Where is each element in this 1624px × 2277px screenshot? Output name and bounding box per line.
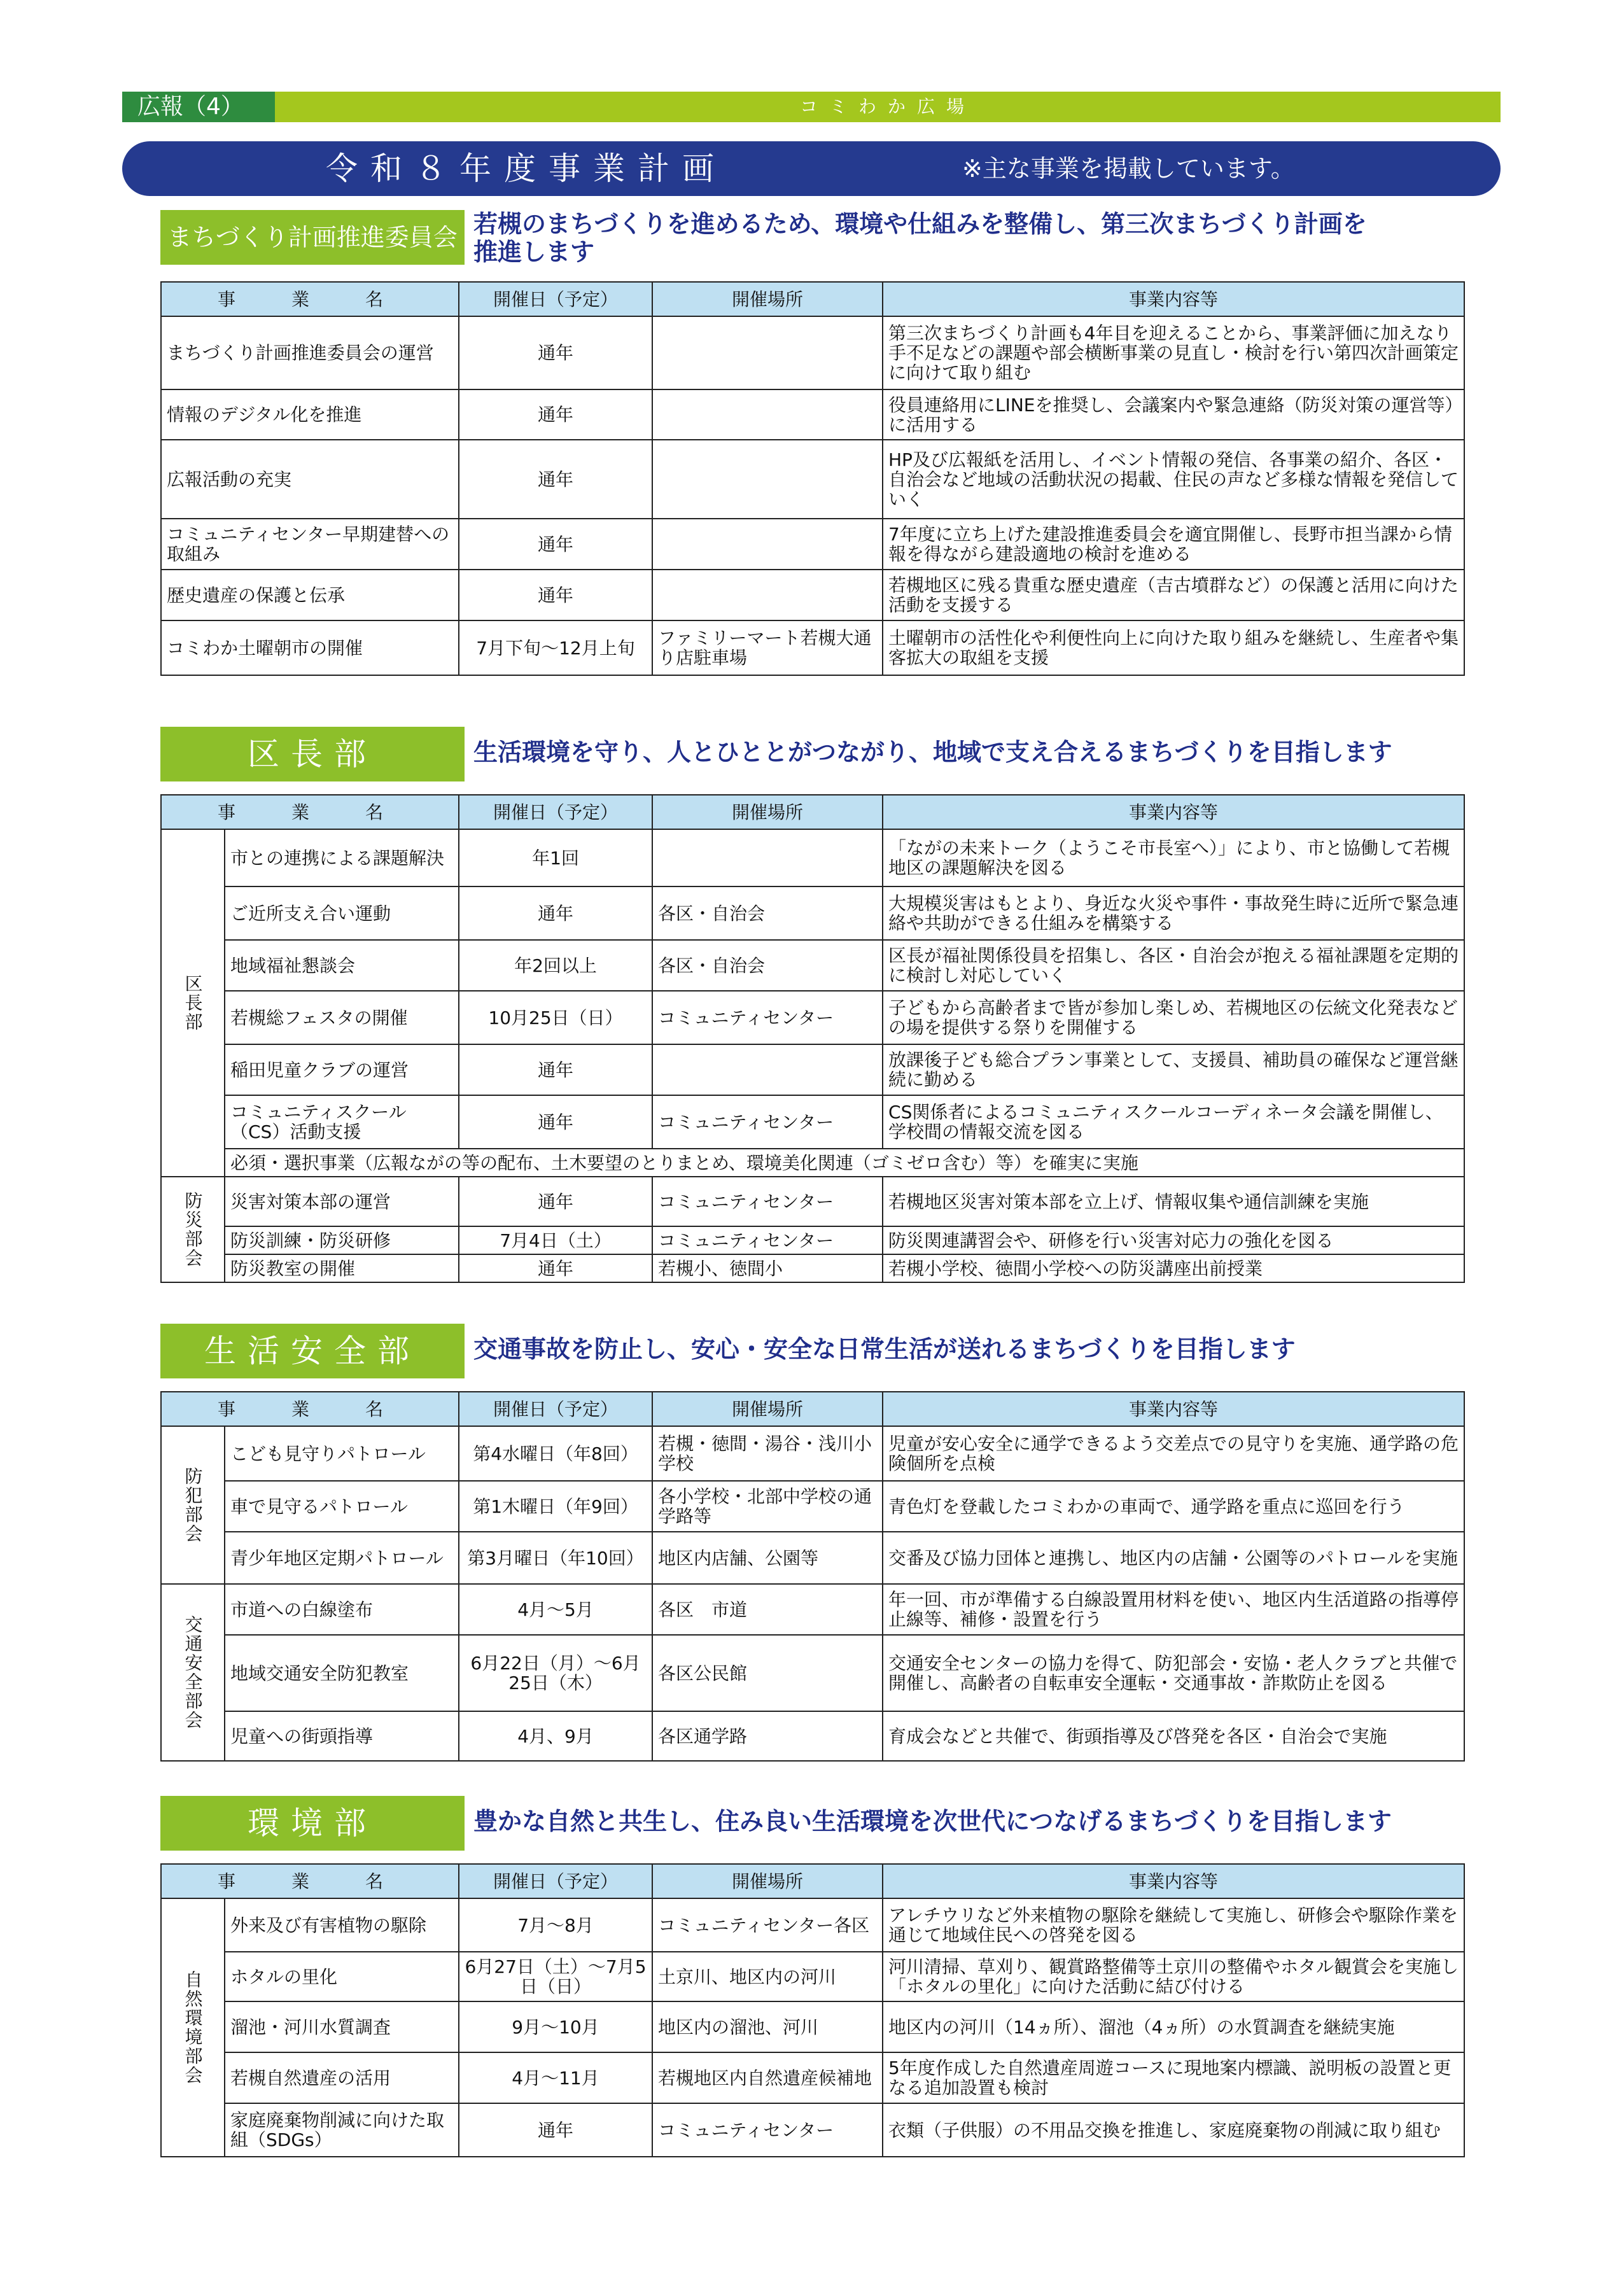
cell-date: 通年	[459, 886, 652, 940]
cell-place: ファミリーマート若槻大通り店駐車場	[652, 620, 883, 675]
section-label-kuchobu: 区長部	[160, 727, 465, 781]
cell-place: 地区内の溜池、河川	[652, 2001, 883, 2052]
cell-place: 土京川、地区内の河川	[652, 1952, 883, 2001]
table-row	[161, 570, 1464, 620]
cell-name: 防災教室の開催	[225, 1254, 459, 1282]
cell-place: 若槻地区内自然遺産候補地	[652, 2052, 883, 2103]
cell-date: 第1木曜日（年9回）	[459, 1481, 652, 1532]
cell-place	[652, 316, 883, 389]
table-row	[161, 316, 1464, 389]
cell-content: 河川清掃、草刈り、観賞路整備等土京川の整備やホタル観賞会を実施し「ホタルの里化」に向けた活動に結び付ける	[883, 1952, 1464, 2001]
header-section-title: コミわか広場	[799, 96, 976, 117]
cell-date: 通年	[459, 316, 652, 389]
cell-content: 役員連絡用にLINEを推奨し、会議案内や緊急連絡（防災対策の運営等）に活用する	[883, 389, 1464, 440]
cell-content: 第三次まちづくり計画も4年目を迎えることから、事業評価に加えなり手不足などの課題や部会横断事業の見直し・検討を行い第四次計画策定に向けて取り組む	[883, 316, 1464, 389]
column-header-date: 開催日（予定）	[459, 282, 652, 316]
cell-date: 通年	[459, 1044, 652, 1095]
cell-date: 通年	[459, 440, 652, 519]
cell-content: 「ながの未来トーク（ようこそ市長室へ）」により、市と協働して若槻地区の課題解決を図る	[883, 829, 1464, 886]
cell-content: 若槻地区に残る貴重な歴史遺産（吉古墳群など）の保護と活用に向けた活動を支援する	[883, 570, 1464, 620]
cell-name: コミわか土曜朝市の開催	[161, 620, 459, 675]
cell-place	[652, 570, 883, 620]
title-banner	[122, 141, 1501, 196]
group-label: 防犯部会	[161, 1426, 225, 1584]
table-row	[161, 1711, 1464, 1761]
cell-name: 若槻自然遺産の活用	[225, 2052, 459, 2103]
table-row	[161, 940, 1464, 991]
column-header-content: 事業内容等	[883, 1392, 1464, 1426]
table-row	[161, 519, 1464, 570]
group-label: 自然環境部会	[161, 1898, 225, 2157]
cell-name: コミュニティセンター早期建替への取組み	[161, 519, 459, 570]
table-row	[161, 1532, 1464, 1584]
cell-date: 4月、9月	[459, 1711, 652, 1761]
cell-date: 7月～8月	[459, 1898, 652, 1952]
banner-note: ※主な事業を掲載しています。	[962, 155, 1295, 183]
cell-content: 育成会などと共催で、街頭指導及び啓発を各区・自治会で実施	[883, 1711, 1464, 1761]
cell-content: 若槻小学校、徳間小学校への防災講座出前授業	[883, 1254, 1464, 1282]
cell-place	[652, 1044, 883, 1095]
cell-date: 第3月曜日（年10回）	[459, 1532, 652, 1584]
cell-content: 若槻地区災害対策本部を立上げ、情報収集や通信訓練を実施	[883, 1177, 1464, 1226]
cell-place: コミュニティセンター各区	[652, 1898, 883, 1952]
table-row	[161, 2052, 1464, 2103]
cell-content: アレチウリなど外来植物の駆除を継続して実施し、研修会や駆除作業を通じて地域住民への啓発を図る	[883, 1898, 1464, 1952]
table-machizukuri	[160, 281, 1465, 676]
table-row	[161, 389, 1464, 440]
cell-date: 通年	[459, 389, 652, 440]
cell-date: 10月25日（日）	[459, 991, 652, 1044]
table-row	[161, 1254, 1464, 1282]
cell-name: 児童への街頭指導	[225, 1711, 459, 1761]
cell-name: 車で見守るパトロール	[225, 1481, 459, 1532]
cell-name: 地域交通安全防犯教室	[225, 1635, 459, 1711]
cell-name: 地域福祉懇談会	[225, 940, 459, 991]
cell-name: 稲田児童クラブの運営	[225, 1044, 459, 1095]
cell-date: 4月～11月	[459, 2052, 652, 2103]
cell-name: 市との連携による課題解決	[225, 829, 459, 886]
cell-place	[652, 829, 883, 886]
cell-content: 年一回、市が準備する白線設置用材料を使い、地区内生活道路の指導停止線等、補修・設置を行う	[883, 1584, 1464, 1635]
cell-name: コミュニティスクール（CS）活動支援	[225, 1095, 459, 1149]
cell-name: 広報活動の充実	[161, 440, 459, 519]
table-row	[161, 1226, 1464, 1254]
table-row	[161, 1095, 1464, 1149]
cell-place	[652, 519, 883, 570]
column-header-date: 開催日（予定）	[459, 1864, 652, 1898]
cell-date: 年2回以上	[459, 940, 652, 991]
cell-name: 溜池・河川水質調査	[225, 2001, 459, 2052]
cell-date: 7月下旬～12月上旬	[459, 620, 652, 675]
cell-content: 放課後子ども総合プラン事業として、支援員、補助員の確保など運営継続に勤める	[883, 1044, 1464, 1095]
cell-name: こども見守りパトロール	[225, 1426, 459, 1481]
cell-name: ホタルの里化	[225, 1952, 459, 2001]
cell-date: 通年	[459, 2103, 652, 2157]
column-header-name: 事 業 名	[161, 1864, 459, 1898]
cell-date: 9月～10月	[459, 2001, 652, 2052]
table-row	[161, 829, 1464, 886]
column-header-place: 開催場所	[652, 282, 883, 316]
page-title: 令和８年度事業計画	[326, 150, 727, 187]
column-header-name: 事 業 名	[161, 282, 459, 316]
table-row	[161, 991, 1464, 1044]
cell-content: CS関係者によるコミュニティスクールコーディネータ会議を開催し、学校間の情報交流を図る	[883, 1095, 1464, 1149]
table-row	[161, 1481, 1464, 1532]
table-row	[161, 1177, 1464, 1226]
column-header-name: 事 業 名	[161, 1392, 459, 1426]
cell-date: 6月27日（土）～7月5日（日）	[459, 1952, 652, 2001]
column-header-place: 開催場所	[652, 1392, 883, 1426]
table-header-row	[161, 1864, 1464, 1898]
cell-content: 衣類（子供服）の不用品交換を推進し、家庭廃棄物の削減に取り組む	[883, 2103, 1464, 2157]
cell-date: 第4水曜日（年8回）	[459, 1426, 652, 1481]
cell-name: 市道への白線塗布	[225, 1584, 459, 1635]
cell-date: 6月22日（月）～6月25日（木）	[459, 1635, 652, 1711]
table-header-row	[161, 795, 1464, 829]
cell-content: 区長が福祉関係役員を招集し、各区・自治会が抱える福祉課題を定期的に検討し対応していく	[883, 940, 1464, 991]
section-description-line: 推進します	[473, 238, 595, 266]
cell-date: 年1回	[459, 829, 652, 886]
table-row	[161, 1898, 1464, 1952]
cell-date: 通年	[459, 1095, 652, 1149]
cell-content: 大規模災害はもとより、身近な火災や事件・事故発生時に近所で緊急連絡や共助ができる仕組みを構築する	[883, 886, 1464, 940]
cell-place: コミュニティセンター	[652, 991, 883, 1044]
column-header-place: 開催場所	[652, 1864, 883, 1898]
cell-content: 地区内の河川（14ヵ所）、溜池（4ヵ所）の水質調査を継続実施	[883, 2001, 1464, 2052]
cell-place	[652, 389, 883, 440]
section-description-seikatsu-anzen: 交通事故を防止し、安心・安全な日常生活が送れるまちづくりを目指します	[473, 1335, 1296, 1363]
column-header-place: 開催場所	[652, 795, 883, 829]
table-row	[161, 2001, 1464, 2052]
column-header-date: 開催日（予定）	[459, 1392, 652, 1426]
cell-place: 各区公民館	[652, 1635, 883, 1711]
cell-place: 各区・自治会	[652, 886, 883, 940]
table-row	[161, 886, 1464, 940]
column-header-date: 開催日（予定）	[459, 795, 652, 829]
cell-note: 必須・選択事業（広報ながの等の配布、土木要望のとりまとめ、環境美化関連（ゴミゼロ含む）等）を確実に実施	[225, 1149, 1464, 1177]
cell-place: 若槻・徳間・湯谷・浅川小学校	[652, 1426, 883, 1481]
cell-content: 防災関連講習会や、研修を行い災害対応力の強化を図る	[883, 1226, 1464, 1254]
cell-place: 各区・自治会	[652, 940, 883, 991]
column-header-content: 事業内容等	[883, 795, 1464, 829]
cell-name: 歴史遺産の保護と伝承	[161, 570, 459, 620]
cell-place: コミュニティセンター	[652, 1226, 883, 1254]
cell-content: 7年度に立ち上げた建設推進委員会を適宜開催し、長野市担当課から情報を得ながら建設適地の検討を進める	[883, 519, 1464, 570]
page-label: 広報（4）	[122, 92, 275, 122]
section-label-seikatsu-anzen: 生活安全部	[160, 1324, 465, 1378]
table-note-row	[161, 1149, 1464, 1177]
cell-date: 通年	[459, 1177, 652, 1226]
section-description-kankyo: 豊かな自然と共生し、住み良い生活環境を次世代につなげるまちづくりを目指します	[473, 1807, 1392, 1835]
cell-place: 各区 市道	[652, 1584, 883, 1635]
cell-content: 土曜朝市の活性化や利便性向上に向けた取り組みを継続し、生産者や集客拡大の取組を支援	[883, 620, 1464, 675]
table-row	[161, 1952, 1464, 2001]
section-label-kankyo: 環境部	[160, 1796, 465, 1851]
cell-place	[652, 440, 883, 519]
cell-content: 5年度作成した自然遺産周遊コースに現地案内標識、説明板の設置と更なる追加設置も検討	[883, 2052, 1464, 2103]
section-label-machizukuri: まちづくり計画推進委員会	[160, 210, 465, 265]
cell-content: 交番及び協力団体と連携し、地区内の店舗・公園等のパトロールを実施	[883, 1532, 1464, 1584]
section-description-kuchobu: 生活環境を守り、人とひととがつながり、地域で支え合えるまちづくりを目指します	[473, 738, 1392, 766]
cell-name: まちづくり計画推進委員会の運営	[161, 316, 459, 389]
group-label: 区長部	[161, 829, 225, 1177]
cell-name: 災害対策本部の運営	[225, 1177, 459, 1226]
cell-name: 情報のデジタル化を推進	[161, 389, 459, 440]
cell-name: 防災訓練・防災研修	[225, 1226, 459, 1254]
cell-name: ご近所支え合い運動	[225, 886, 459, 940]
cell-content: 交通安全センターの協力を得て、防犯部会・安協・老人クラブと共催で開催し、高齢者の自転車安全運転・交通事故・詐欺防止を図る	[883, 1635, 1464, 1711]
cell-content: 児童が安心安全に通学できるよう交差点での見守りを実施、通学路の危険個所を点検	[883, 1426, 1464, 1481]
cell-place: 各小学校・北部中学校の通学路等	[652, 1481, 883, 1532]
column-header-name: 事 業 名	[161, 795, 459, 829]
table-kankyo	[160, 1863, 1465, 2157]
table-row	[161, 1635, 1464, 1711]
column-header-content: 事業内容等	[883, 1864, 1464, 1898]
section-description-machizukuri	[473, 210, 1367, 266]
table-row	[161, 620, 1464, 675]
cell-name: 外来及び有害植物の駆除	[225, 1898, 459, 1952]
cell-name: 青少年地区定期パトロール	[225, 1532, 459, 1584]
cell-name: 若槻総フェスタの開催	[225, 991, 459, 1044]
cell-content: HP及び広報紙を活用し、イベント情報の発信、各事業の紹介、各区・自治会など地域の活動状況の掲載、住民の声など多様な情報を発信していく	[883, 440, 1464, 519]
cell-place: 各区通学路	[652, 1711, 883, 1761]
cell-date: 7月4日（土）	[459, 1226, 652, 1254]
cell-date: 4月～5月	[459, 1584, 652, 1635]
cell-place: コミュニティセンター	[652, 2103, 883, 2157]
header-bar	[122, 92, 1501, 122]
cell-name: 家庭廃棄物削減に向けた取組（SDGs）	[225, 2103, 459, 2157]
table-header-row	[161, 282, 1464, 316]
table-row	[161, 440, 1464, 519]
section-description-line: 若槻のまちづくりを進めるため、環境や仕組みを整備し、第三次まちづくり計画を	[473, 210, 1367, 238]
table-header-row	[161, 1392, 1464, 1426]
cell-place: コミュニティセンター	[652, 1177, 883, 1226]
cell-content: 青色灯を登載したコミわかの車両で、通学路を重点に巡回を行う	[883, 1481, 1464, 1532]
table-row	[161, 1426, 1464, 1481]
cell-content: 子どもから高齢者まで皆が参加し楽しめ、若槻地区の伝統文化発表などの場を提供する祭りを開催する	[883, 991, 1464, 1044]
cell-date: 通年	[459, 519, 652, 570]
column-header-content: 事業内容等	[883, 282, 1464, 316]
cell-date: 通年	[459, 570, 652, 620]
table-row	[161, 1584, 1464, 1635]
table-kuchobu	[160, 794, 1465, 1283]
cell-date: 通年	[459, 1254, 652, 1282]
cell-place: 若槻小、徳間小	[652, 1254, 883, 1282]
cell-place: 地区内店舗、公園等	[652, 1532, 883, 1584]
table-row	[161, 2103, 1464, 2157]
cell-place: コミュニティセンター	[652, 1095, 883, 1149]
table-seikatsu-anzen	[160, 1391, 1465, 1762]
group-label: 防災部会	[161, 1177, 225, 1282]
group-label: 交通安全部会	[161, 1584, 225, 1761]
table-row	[161, 1044, 1464, 1095]
